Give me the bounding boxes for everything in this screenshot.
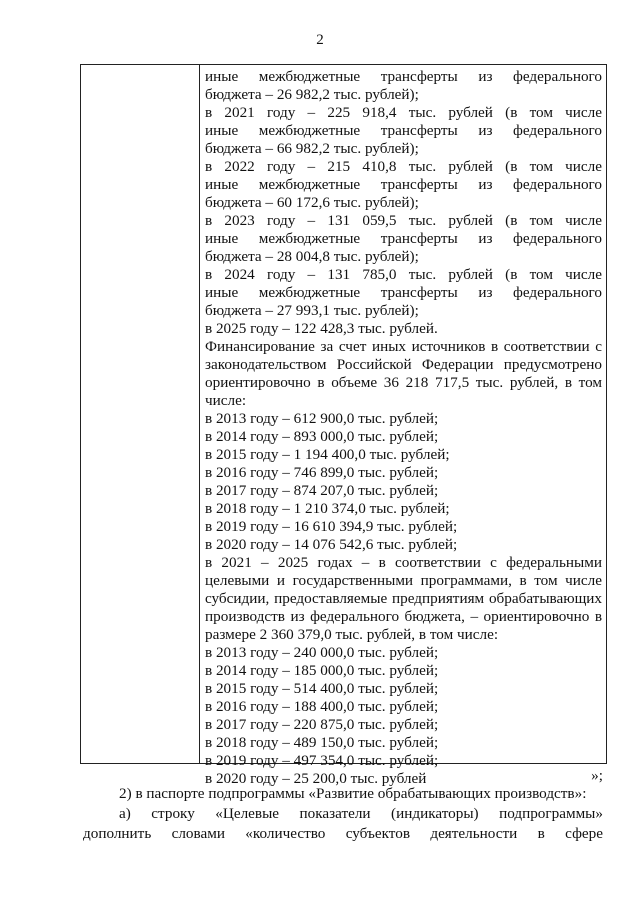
table-text-line: иные межбюджетные трансферты из федерального (205, 176, 602, 193)
table-text-line: субсидии, предоставляемые предприятиям обрабатывающих (205, 590, 602, 607)
table-text-line: в 2016 году – 746 899,0 тыс. рублей; (205, 464, 439, 481)
table-text-line: иные межбюджетные трансферты из федерального (205, 68, 602, 85)
table-text-line: бюджета – 60 172,6 тыс. рублей); (205, 194, 419, 211)
document-body (83, 764, 603, 845)
table-text-line: числе: (205, 392, 247, 409)
table-text-line: Финансирование за счет иных источников в соответствии с (205, 338, 602, 355)
table-text-line: в 2019 году – 497 354,0 тыс. рублей; (205, 752, 439, 769)
table-text-line: бюджета – 26 982,2 тыс. рублей); (205, 86, 419, 103)
table-text-line: в 2025 году – 122 428,3 тыс. рублей. (205, 320, 438, 337)
table-text-line: в 2018 году – 489 150,0 тыс. рублей; (205, 734, 439, 751)
table-text-line: в 2014 году – 185 000,0 тыс. рублей; (205, 662, 439, 679)
table-text-line: в 2015 году – 514 400,0 тыс. рублей; (205, 680, 439, 697)
table-text-line: в 2020 году – 25 200,0 тыс. рублей (205, 770, 427, 787)
table-text-line: целевыми и государственными программами, в том числе (205, 572, 602, 589)
table-text-line: в 2021 году – 225 918,4 тыс. рублей (в том числе (205, 104, 602, 121)
table-text-line: иные межбюджетные трансферты из федерального (205, 284, 602, 301)
passport-table (80, 64, 607, 787)
closing-quote: »; (591, 767, 603, 784)
financing-cell (205, 68, 602, 788)
paragraph-list (83, 785, 603, 845)
table-text-line: в 2017 году – 220 875,0 тыс. рублей; (205, 716, 439, 733)
table-text-line: в 2018 году – 1 210 374,0 тыс. рублей; (205, 500, 450, 517)
column-divider (199, 65, 200, 763)
table-text-line: в 2014 году – 893 000,0 тыс. рублей; (205, 428, 439, 445)
table-text-line: в 2015 году – 1 194 400,0 тыс. рублей; (205, 446, 450, 463)
table-text-line: в 2024 году – 131 785,0 тыс. рублей (в том числе (205, 266, 602, 283)
table-text-line: иные межбюджетные трансферты из федерального (205, 230, 602, 247)
body-paragraph-line: дополнить словами «количество субъектов деятельности в сфере (83, 825, 603, 842)
body-paragraph-line: а) строку «Целевые показатели (индикаторы) подпрограммы» (119, 805, 603, 822)
table-text-line: законодательством Российской Федерации предусмотрено (205, 356, 602, 373)
table-text-line: в 2021 – 2025 годах – в соответствии с федеральными (205, 554, 602, 571)
table-text-line: в 2023 году – 131 059,5 тыс. рублей (в том числе (205, 212, 602, 229)
table-text-line: бюджета – 27 993,1 тыс. рублей); (205, 302, 419, 319)
table-text-line: в 2022 году – 215 410,8 тыс. рублей (в том числе (205, 158, 602, 175)
table-text-line: ориентировочно в объеме 36 218 717,5 тыс. рублей, в том (205, 374, 602, 391)
table-text-line: иные межбюджетные трансферты из федерального (205, 122, 602, 139)
table-text-line: бюджета – 66 982,2 тыс. рублей); (205, 140, 419, 157)
table-text-line: в 2013 году – 240 000,0 тыс. рублей; (205, 644, 439, 661)
body-paragraph-line: 2) в паспорте подпрограммы «Развитие обрабатывающих производств»: (119, 785, 587, 802)
page-number: 2 (316, 32, 324, 48)
table-text-line: в 2013 году – 612 900,0 тыс. рублей; (205, 410, 439, 427)
table-text-line: в 2019 году – 16 610 394,9 тыс. рублей; (205, 518, 458, 535)
table-text-line: бюджета – 28 004,8 тыс. рублей); (205, 248, 419, 265)
table-text-line: размере 2 360 379,0 тыс. рублей, в том числе: (205, 626, 499, 643)
table-text-line: в 2016 году – 188 400,0 тыс. рублей; (205, 698, 439, 715)
table-text-line: в 2020 году – 14 076 542,6 тыс. рублей; (205, 536, 458, 553)
table-text-line: в 2017 году – 874 207,0 тыс. рублей; (205, 482, 439, 499)
table-text-line: производств из федерального бюджета, – ориентировочно в (205, 608, 602, 625)
